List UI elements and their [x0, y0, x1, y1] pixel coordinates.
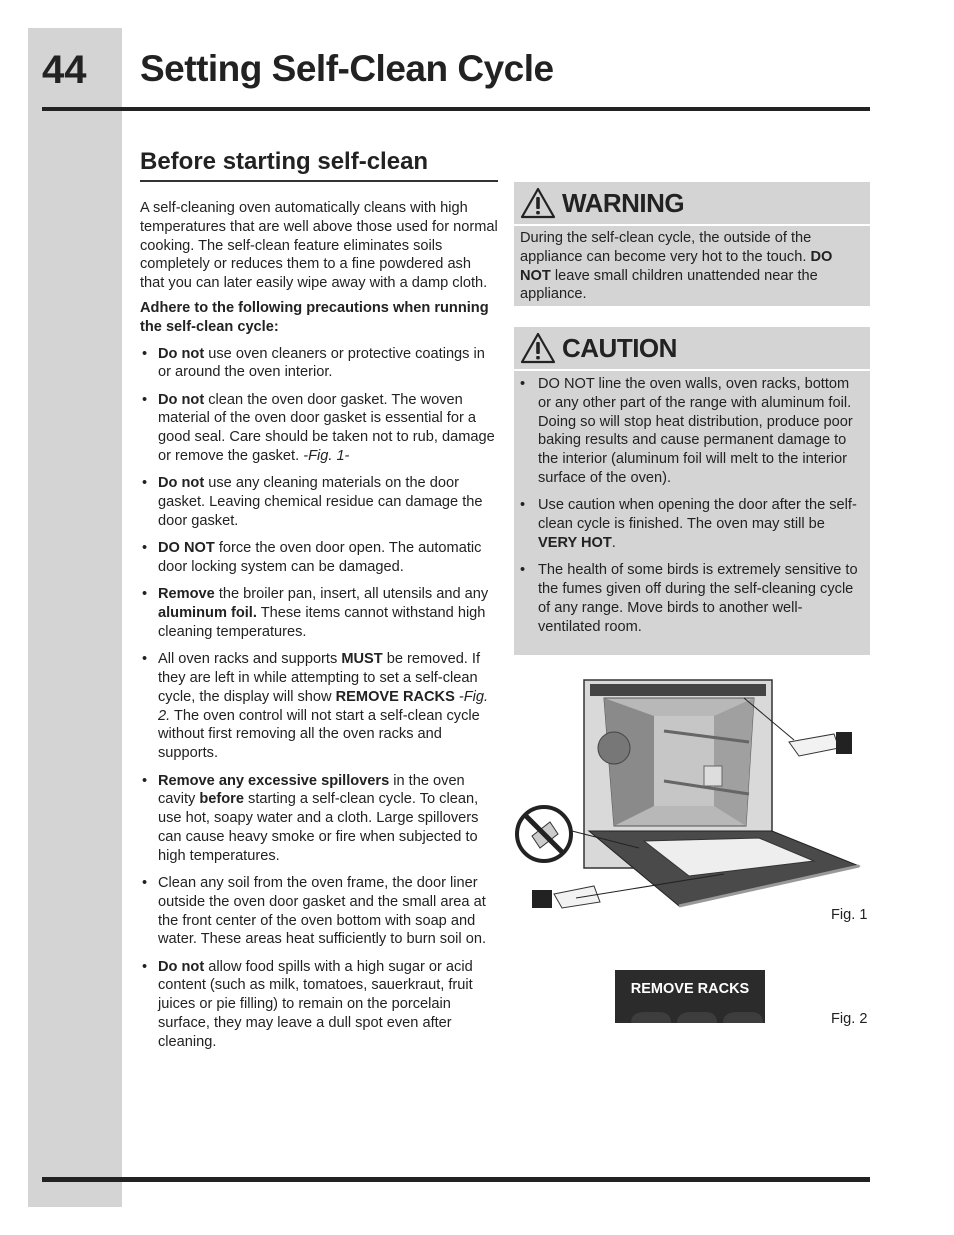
warning-title: WARNING: [562, 187, 685, 218]
precaution-list: [140, 345, 498, 1052]
list-item: • Remove any excessive spillovers in the oven cavity before starting a self-clean cycle. To clean, use hot, soapy water and a cloth. Large spillovers can cause heavy smoke or fire when subjected to high temperatures.: [140, 772, 498, 866]
list-item: • Do not allow food spills with a high sugar or acid content (such as milk, tomatoes, sauerkraut, fruit juices or pie filling) to remain on the porcelain surface, they may leave a dull spot even after cleaning.: [140, 958, 498, 1052]
list-item: • Do not clean the oven door gasket. The woven material of the oven door gasket is essential for a good seal. Care should be taken not to rub, damage or remove the gasket. -Fig. 1-: [140, 391, 498, 466]
warning-box: [514, 182, 870, 306]
list-item: • All oven racks and supports MUST be removed. If they are left in while attempting to set a self-clean cycle, the display will show REMOVE RACKS -Fig. 2. The oven control will not start a self-clean cycle without first removing all the oven racks and supports.: [140, 650, 498, 763]
precaution-heading: Adhere to the following precautions when running the self-clean cycle:: [140, 299, 489, 335]
caution-box: [514, 327, 870, 655]
display-text: REMOVE RACKS: [630, 981, 750, 997]
caution-header: [514, 327, 870, 371]
top-divider: [42, 107, 870, 111]
remove-racks-display: [615, 970, 765, 1023]
warning-text: During the self-clean cycle, the outside of the appliance can become very hot to the touch. DO NOT leave small children unattended near the appliance.: [520, 230, 833, 303]
list-item: • DO NOT line the oven walls, oven racks, bottom or any other part of the range with aluminum foil. Doing so will stop heat distribution, produce poor baking results and cause permanent damage to the interior (aluminum foil will melt to the interior surface of the oven).: [520, 375, 864, 488]
warning-header: [514, 182, 870, 226]
list-item: • DO NOT force the oven door open. The automatic door locking system can be damaged.: [140, 539, 498, 577]
left-column: [140, 148, 498, 1060]
warning-triangle-icon: [520, 187, 556, 219]
caution-list: [514, 371, 870, 636]
bottom-divider: [42, 1177, 870, 1182]
intro-paragraph: A self-cleaning oven automatically cleans with high temperatures that are well above those used for normal cooking. The self-clean feature eliminates soils completely or reduces them to a fine powdered ash that you can later easily wipe away with a damp cloth.: [140, 200, 498, 292]
figure-1-caption: Fig. 1: [831, 907, 868, 923]
list-item: • Do not use oven cleaners or protective coatings in or around the oven interior.: [140, 345, 498, 383]
page-title: Setting Self-Clean Cycle: [140, 48, 554, 89]
warning-triangle-icon: [520, 332, 556, 364]
list-item: • Use caution when opening the door after the self-clean cycle is finished. The oven may still be VERY HOT.: [520, 496, 864, 552]
page-number: 44: [42, 48, 87, 92]
list-item: • Do not use any cleaning materials on the door gasket. Leaving chemical residue can damage the door gasket.: [140, 474, 498, 530]
list-item: • Remove the broiler pan, insert, all utensils and any aluminum foil. These items cannot withstand high cleaning temperatures.: [140, 585, 498, 641]
caution-title: CAUTION: [562, 332, 677, 363]
oven-illustration: [514, 676, 870, 916]
section-heading: Before starting self-clean: [140, 148, 498, 182]
figure-2-caption: Fig. 2: [831, 1011, 868, 1027]
page-sidebar: [28, 28, 122, 1207]
list-item: • Clean any soil from the oven frame, the door liner outside the oven door gasket and the small area at the front center of the oven bottom with soap and water. These areas heat sufficiently to burn soil on.: [140, 874, 498, 949]
list-item: • The health of some birds is extremely sensitive to the fumes given off during the self-cleaning cycle of any range. Move birds to another well-ventilated room.: [520, 561, 864, 636]
